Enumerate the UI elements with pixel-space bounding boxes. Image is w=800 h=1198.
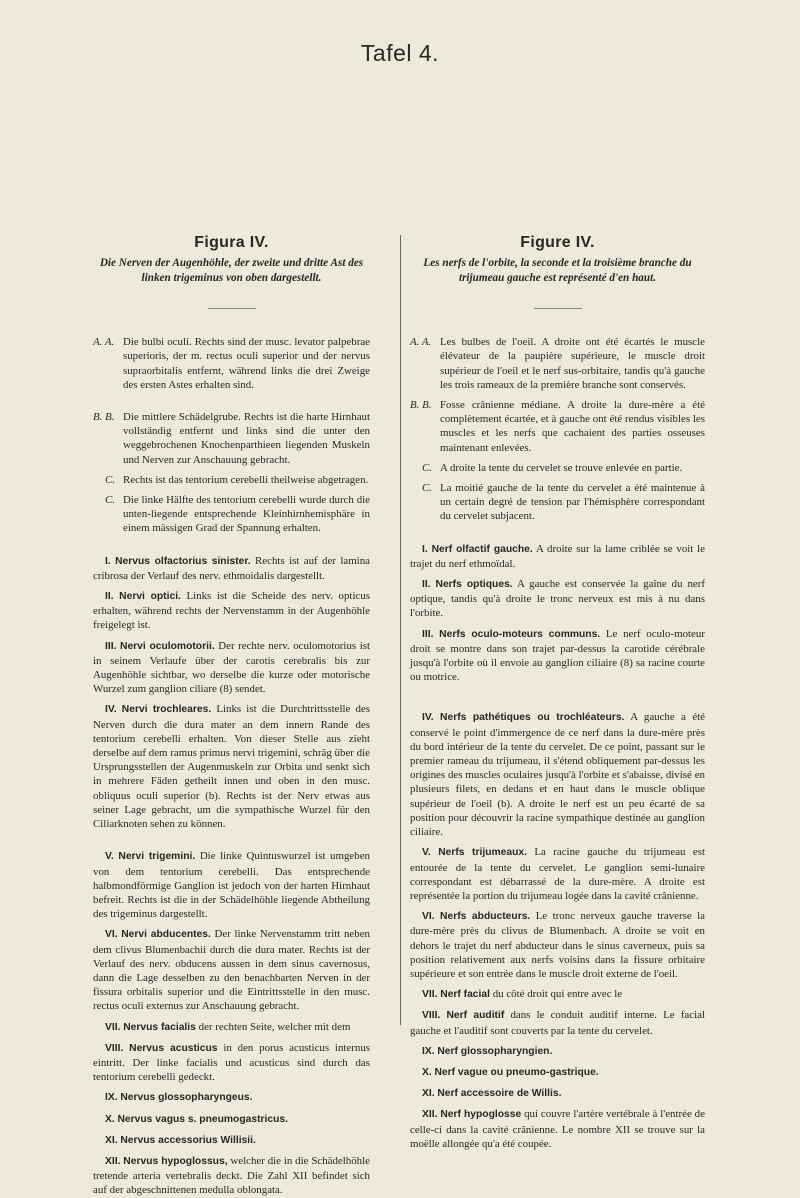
nerve-name: Nerfs optiques.	[435, 579, 513, 591]
nerve-num: IV.	[105, 704, 117, 716]
nerve-num: VII.	[422, 989, 438, 1001]
nerve-entry	[410, 577, 705, 621]
nerve-entry	[93, 639, 370, 697]
nerve-text: qui couvre l'artère vertébrale à l'entrée de celle-ci dans la cavité crânienne. Le nombre XII se trouve sur la moëlle allongée qu'a été coupée.	[410, 1108, 705, 1150]
nerve-num: VIII.	[422, 1010, 441, 1022]
nerve-text: Links ist die Durchtrittsstelle des Nerven durch die dura mater an dem innern Rande des tentorium cerebelli erhalten. Von dieser Stelle aus zieht derselbe auf dem ramus primus nervi trigemini, schräg über die Ursprungsstellen der Augenmuskeln zur Orbita und senkt sich in mehrere Fäden getheilt innen und oben in den musc. obliquus oculi superior (b). Rechts ist der Nerv etwas aus seiner Lage gebracht, um die sympathische Wurzel für den Ciliarknoten sehen zu können.	[93, 703, 370, 831]
nerve-num: VI.	[105, 929, 118, 941]
nerve-entry	[410, 627, 705, 685]
nerve-entry	[410, 1008, 705, 1037]
nerve-entry	[93, 1112, 370, 1127]
nerve-name: Nerf glossopharyngien.	[437, 1045, 553, 1057]
nerve-num: IX.	[105, 1092, 118, 1104]
nerve-entry	[93, 1133, 370, 1148]
nerve-text: der rechten Seite, welcher mit dem	[198, 1020, 351, 1033]
nerve-text: Der rechte nerv. oculomotorius ist in seinem Verlaufe über der carotis cerebralis bis zur Augenhöhle sichtbar, wo derselbe die kurze oder motorische Wurzel zum ganglion ciliare (8) sendet.	[93, 639, 370, 696]
nerve-entry	[93, 1090, 370, 1105]
nerve-text: welcher die in die Schädelhöhle tretende arteria vertebralis deckt. Die Zahl XII befindet sich auf der abgeschnittenen medulla oblongata.	[93, 1154, 370, 1197]
nerve-name: Nervi trochleares.	[121, 704, 212, 716]
nerve-name: Nerfs oculo-moteurs communs.	[439, 628, 601, 640]
nerve-num: I.	[422, 543, 428, 555]
nerve-entry	[410, 542, 705, 571]
nerve-entry	[410, 987, 705, 1002]
legend-key: A. A.	[93, 336, 115, 349]
nerve-name: Nerfs pathétiques ou trochléateurs.	[440, 712, 625, 724]
nerve-name: Nerf olfactif gauche.	[431, 543, 533, 555]
page-title: Tafel 4.	[360, 40, 440, 66]
nerve-text: La racine gauche du trijumeau est entourée de la tente du cervelet. Le ganglion semi-lunaire correspondant est débarrassé de la dure-mère. A droite est représentée la portion du trijumeau logée dans la cavité crânienne.	[410, 846, 705, 902]
nerve-num: II.	[105, 591, 114, 603]
nerve-text: Le nerf oculo-moteur droit se montre dans son trajet par-dessus la carotide cérébrale jusqu'à l'orbite où il envoie au ganglion ciliaire (8) sa racine courte ou motrice.	[410, 627, 705, 684]
nerve-entry	[410, 1107, 705, 1151]
legend-text: Rechts ist das tentorium cerebelli theilweise abgetragen.	[123, 473, 369, 486]
nerve-num: IX.	[422, 1045, 435, 1057]
nerve-text: Le tronc nerveux gauche traverse la dure-mère près du clivus de Blumenbach. A droite se voit en dehors le trajet du nerf abducteur dans le sinus caverneux, puis sa position relativement aux nerfs voisins dans la fissure orbitaire supérieure et son entrée dans le muscle droit externe de l'oeil.	[410, 910, 705, 980]
legend-key: C.	[105, 494, 115, 507]
legend-entry	[410, 461, 705, 475]
nerve-num: X.	[105, 1113, 115, 1125]
nerve-text: dans le conduit auditif interne. Le facial gauche et l'auditif sont couverts par la tente du cervelet.	[410, 1009, 705, 1037]
figure-subtitle: Les nerfs de l'orbite, la seconde et la troisième branche du trijumeau gauche est représenté d'en haut.	[423, 257, 692, 285]
legend-text: Die mittlere Schädelgrube. Rechts ist die harte Hirnhaut vollständig entfernt und links sind die unter den weggebrochenen Knochenparthieen liegenden Muskeln und Nerven zur Anschauung gebracht.	[123, 411, 370, 466]
nerve-name: Nerfs abducteurs.	[440, 911, 531, 923]
nerve-name: Nerf auditif	[446, 1010, 505, 1022]
nerve-name: Nerf accessoire de Willis.	[437, 1088, 562, 1100]
nerve-num: III.	[422, 628, 434, 640]
legend-text: Les bulbes de l'oeil. A droite ont été écartés le muscle élévateur de la paupière supérieure, le muscle droit supérieur de l'oeil et le nerf sus-orbitaire, tandis qu'à gauche les trois rameaux de la première branche sont conservés.	[440, 336, 705, 391]
nerve-num: VIII.	[105, 1042, 124, 1054]
legend-entry	[93, 410, 370, 467]
nerve-name: Nervus accessorius Willisii.	[120, 1134, 256, 1146]
nerve-name: Nervus hypoglossus,	[123, 1155, 228, 1167]
nerve-entry	[410, 1065, 705, 1080]
legend-entry	[93, 335, 370, 392]
legend-text: La moitié gauche de la tente du cervelet a été maintenue à un certain degré de tension par l'hémisphère correspondant du cervelet subjacent.	[440, 482, 705, 523]
nerve-num: X.	[422, 1066, 432, 1078]
nerve-text: Der linke Nervenstamm tritt neben dem clivus Blumenbachii durch die dura mater. Rechts ist der Verlauf des nerv. obducens aussen in dem sinus cavernosus, dann die Lage desselben zu den benachbarten Nerven in der fissura orbitalis superior und die Eintrittsstelle in den musc. rectus oculi externus zur Anschauung gebracht.	[93, 928, 370, 1013]
nerve-name: Nervus facialis	[123, 1021, 196, 1033]
nerve-text: in den porus acusticus internus eintritt. Der linke facialis und acusticus sind durch das tentorium cerebelli gedeckt.	[93, 1041, 371, 1084]
nerve-text: Links ist die Scheide des nerv. opticus erhalten, während rechts der Nervenstamm in der Augenhöhle freigelegt ist.	[93, 590, 370, 632]
nerve-entry	[93, 702, 370, 831]
nerve-entry	[93, 589, 370, 633]
legend-entry	[410, 335, 705, 392]
nerve-name: Nerf vague ou pneumo-gastrique.	[434, 1066, 599, 1078]
legend-key: C.	[422, 461, 432, 474]
nerve-text: Rechts ist auf der lamina cribrosa der Verlauf des nerv. ethmoidalis dargestellt.	[93, 554, 370, 582]
nerve-num: V.	[105, 851, 114, 863]
nerve-entry	[93, 849, 370, 921]
legend-key: C.	[105, 473, 115, 486]
nerve-name: Nervi abducentes.	[121, 929, 211, 941]
nerve-entry	[93, 1020, 370, 1035]
nerve-entry	[410, 845, 705, 903]
nerve-entry	[410, 710, 705, 839]
nerve-name: Nervi optici.	[119, 591, 181, 603]
french-column	[410, 236, 705, 1151]
figure-heading: Figura IV.	[194, 234, 269, 251]
nerve-entry	[410, 1086, 705, 1101]
nerve-name: Nervus acusticus	[129, 1042, 218, 1054]
legend-text: A droite la tente du cervelet se trouve enlevée en partie.	[440, 461, 683, 474]
german-column	[93, 236, 370, 1198]
nerve-name: Nervus vagus s. pneumogastricus.	[117, 1113, 288, 1125]
nerve-num: XI.	[105, 1134, 118, 1146]
legend-text: Die bulbi oculi. Rechts sind der musc. levator palpebrae superioris, der m. rectus oculi superior und der nervus supraorbitalis entfernt, während links die drei Zweige des ersten Astes erhalten sind.	[123, 336, 370, 391]
nerve-num: XII.	[422, 1109, 438, 1121]
legend-key: C.	[422, 482, 432, 495]
nerve-text: Die linke Quintuswurzel ist umgeben von dem tentorium cerebelli. Das entsprechende halbmondförmige Ganglion ist jedoch von der harten Hirnhaut befreit. Rechts ist die in der Schädelhöhle liegende Abtheilung des trigeminus dargestellt.	[93, 850, 370, 921]
nerve-entry	[93, 554, 370, 583]
nerve-text: A gauche est conservée la gaîne du nerf optique, tandis qu'à droite le tronc nerveux est mis à nu dans l'orbite.	[410, 578, 706, 620]
nerve-entry	[410, 909, 705, 981]
nerve-num: V.	[422, 847, 431, 859]
legend-entry	[410, 398, 705, 455]
nerve-text: du côté droit qui entre avec le	[492, 988, 623, 1001]
nerve-text: A gauche a été conservé le point d'immergence de ce nerf dans la dure-mère près du bord intérieur de la tente du cervelet. De ce point, passant sur le premier rameau du trijumeau, il s'étend obliquement par-dessus les origines des muscles oculaires jusqu'à l'orbite et s'abaisse, divisé en plusieurs filets, en dedans et en haut dans le muscle oblique supérieur de l'oeil (b). A droite le nerf est un peu écarté de sa position pour découvrir la racine sympathique destinée au ganglion ciliaire.	[410, 711, 706, 839]
nerve-num: III.	[105, 640, 117, 652]
legend-entry	[93, 473, 370, 487]
legend-key: B. B.	[410, 399, 432, 412]
legend-text: Die linke Hälfte des tentorium cerebelli wurde durch die unten-liegende entsprechende Kleinhirnhemisphäre in einem mässigen Grad der Spannung erhalten.	[123, 494, 370, 535]
figure-subtitle: Die Nerven der Augenhöhle, der zweite und dritte Ast des linken trigeminus von oben dargestellt.	[99, 257, 364, 285]
legend-entry	[93, 493, 370, 536]
nerve-num: VI.	[422, 911, 435, 923]
nerve-name: Nerfs trijumeaux.	[438, 847, 527, 859]
nerve-num: XI.	[422, 1088, 435, 1100]
separator-rule	[534, 308, 582, 309]
nerve-entry	[93, 1041, 370, 1085]
figure-heading: Figure IV.	[520, 234, 595, 251]
legend-entry	[410, 481, 705, 524]
nerve-num: II.	[422, 579, 431, 591]
nerve-num: XII.	[105, 1155, 121, 1167]
nerve-num: VII.	[105, 1021, 121, 1033]
nerve-name: Nervi oculomotorii.	[120, 640, 215, 652]
nerve-num: I.	[105, 555, 111, 567]
separator-rule	[208, 308, 256, 309]
nerve-entry	[410, 1044, 705, 1059]
nerve-entry	[93, 927, 370, 1013]
nerve-name: Nervus glossopharyngeus.	[120, 1092, 253, 1104]
nerve-name: Nerf hypoglosse	[440, 1109, 522, 1121]
legend-text: Fosse crânienne médiane. A droite la dure-mère a été complètement écartée, et à gauche ont été rendus visibles les muscles et les nerfs que cachaient des parties osseuses maintenant enlevées.	[440, 399, 705, 454]
nerve-text: A droite sur la lame criblée se voit le trajet du nerf ethmoïdal.	[410, 542, 706, 570]
nerve-num: IV.	[422, 712, 434, 724]
legend-key: A. A.	[410, 336, 432, 349]
column-divider	[400, 235, 401, 1025]
nerve-name: Nerf facial	[440, 989, 490, 1001]
nerve-name: Nervus olfactorius sinister.	[115, 555, 251, 567]
nerve-name: Nervi trigemini.	[118, 851, 196, 863]
legend-key: B. B.	[93, 411, 115, 424]
nerve-entry	[93, 1154, 370, 1198]
